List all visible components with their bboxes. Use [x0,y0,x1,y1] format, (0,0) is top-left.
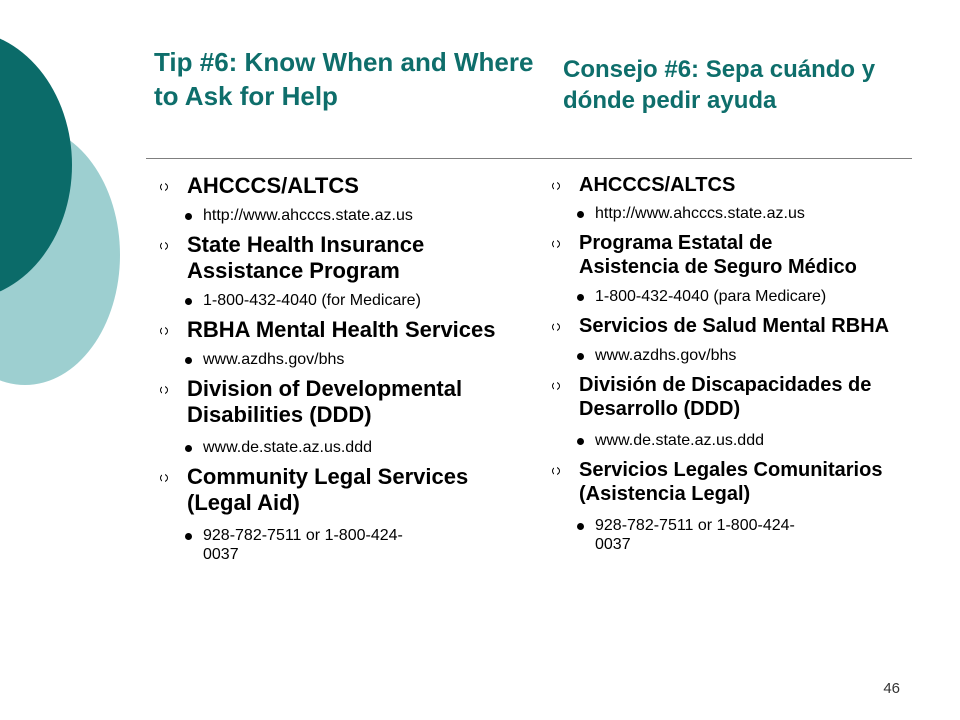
item-label: Community Legal Services (Legal Aid) [187,464,469,515]
hollow-bullet-icon [549,464,563,478]
list-item [549,373,924,421]
list-item [157,464,497,516]
sub-item-text: www.de.state.az.us.ddd [595,432,764,449]
sub-item-text: 1-800-432-4040 (for Medicare) [203,292,421,309]
sub-item-text: http://www.ahcccs.state.az.us [595,205,805,222]
bullet-dot-icon [185,298,192,305]
hollow-bullet-icon [157,471,171,485]
item-label: RBHA Mental Health Services [187,317,496,342]
sub-item-text: www.azdhs.gov/bhs [203,351,345,368]
english-column [157,173,497,564]
hollow-bullet-icon [549,320,563,334]
bullet-dot-icon [577,211,584,218]
bullet-dot-icon [577,438,584,445]
sub-item [157,291,497,310]
item-label: AHCCCS/ALTCS [579,174,736,196]
slide-title-english: Tip #6: Know When and Where to Ask for Help [154,47,534,111]
sub-item [157,526,403,564]
list-item [157,173,497,199]
sub-item-text: www.azdhs.gov/bhs [595,347,737,364]
bullet-dot-icon [577,523,584,530]
hollow-bullet-icon [549,237,563,251]
item-label: Division of Developmental Disabilities (DDD) [187,376,463,427]
sub-item-text: 1-800-432-4040 (para Medicare) [595,288,827,305]
bullet-dot-icon [185,213,192,220]
bullet-dot-icon [185,533,192,540]
item-label: AHCCCS/ALTCS [187,173,359,198]
hollow-bullet-icon [157,180,171,194]
slide-title-spanish: Consejo #6: Sepa cuándo y dónde pedir ayuda [563,56,876,115]
hollow-bullet-icon [549,179,563,193]
sub-item-text: www.de.state.az.us.ddd [203,439,372,456]
hollow-bullet-icon [157,324,171,338]
item-label: State Health Insurance Assistance Program [187,232,425,283]
hollow-bullet-icon [549,379,563,393]
item-label: Programa Estatal de Asistencia de Seguro Médico [579,232,857,278]
sub-item [157,206,497,225]
sub-item [549,346,924,365]
page-number: 46 [883,680,900,697]
sub-item [549,431,924,450]
sub-item-text: http://www.ahcccs.state.az.us [203,207,413,224]
hollow-bullet-icon [157,383,171,397]
list-item [157,232,497,284]
bullet-dot-icon [185,445,192,452]
list-item [549,231,869,279]
item-label: División de Discapacidades de Desarrollo (DDD) [579,374,872,420]
sub-item [157,438,497,457]
list-item [549,458,894,506]
sub-item-text: 928-782-7511 or 1-800-424-0037 [203,527,403,563]
item-label: Servicios de Salud Mental RBHA [579,315,890,337]
list-item [549,173,924,197]
bullet-dot-icon [577,294,584,301]
list-item [549,314,894,338]
bullet-dot-icon [185,357,192,364]
sub-item [549,204,924,223]
sub-item [549,287,924,306]
bullet-dot-icon [577,353,584,360]
sub-item-text: 928-782-7511 or 1-800-424-0037 [595,517,795,553]
title-divider [146,158,912,159]
list-item [157,317,497,343]
list-item [157,376,497,428]
sub-item [549,516,795,554]
spanish-column [549,173,924,554]
item-label: Servicios Legales Comunitarios (Asistencia Legal) [579,459,883,505]
hollow-bullet-icon [157,239,171,253]
sub-item [157,350,497,369]
